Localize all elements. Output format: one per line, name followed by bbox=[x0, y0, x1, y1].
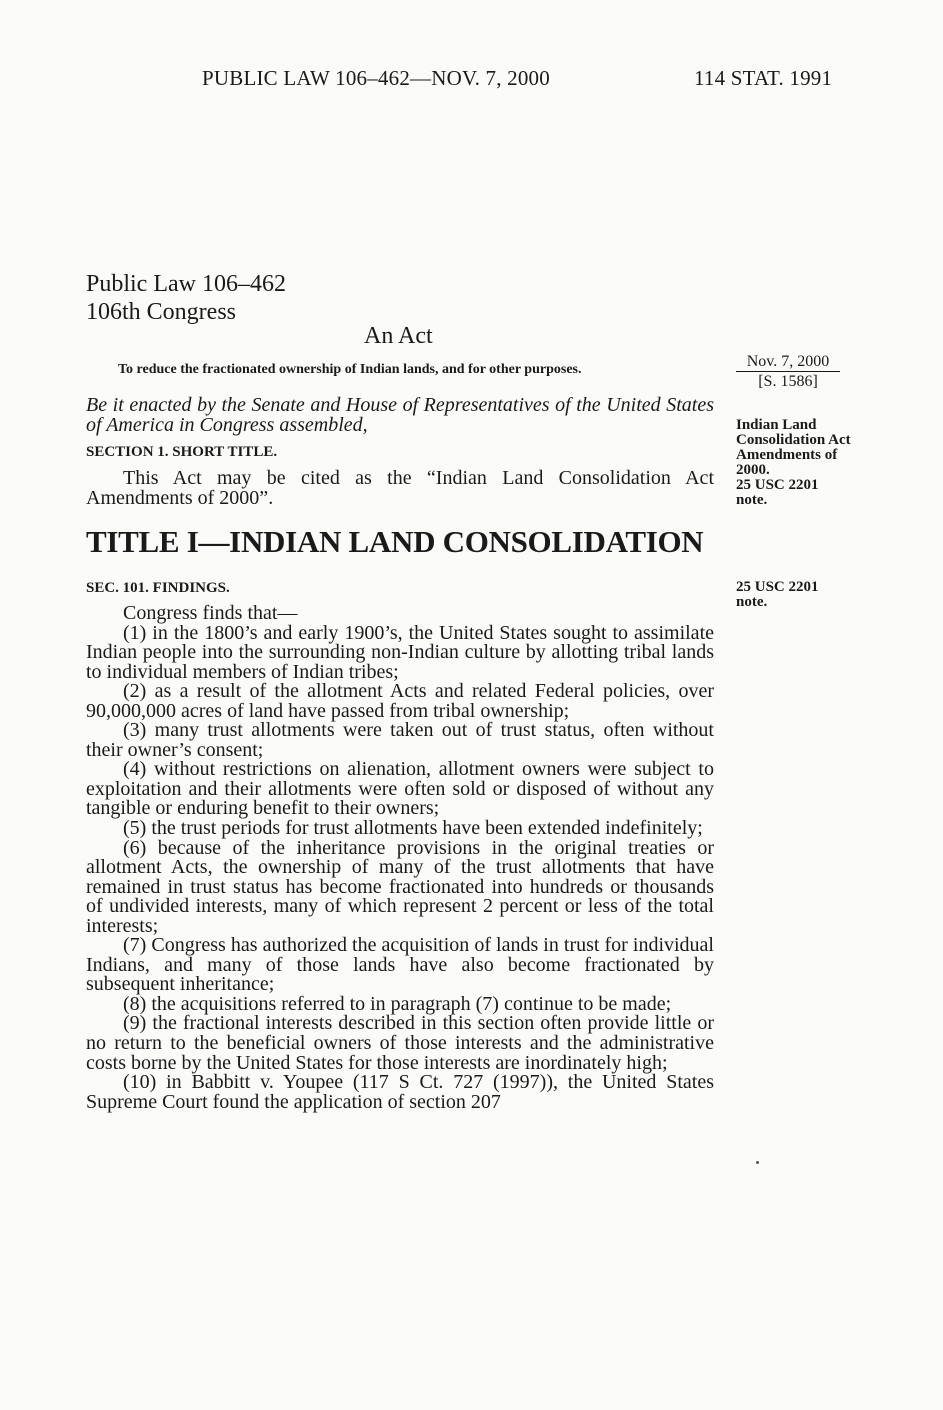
finding-paragraph: (9) the fractional interests described in this section often provide little or no return to the beneficial owners of those interests and the administrative costs borne by the United States for those interests are inordinately high; bbox=[86, 1012, 714, 1074]
finding-paragraph: (1) in the 1800’s and early 1900’s, the United States sought to assimilate Indian people into the surrounding non-Indian culture by allotting tribal lands to individual members of Indian tribes; bbox=[86, 621, 714, 683]
margin-note-short-title bbox=[736, 418, 876, 508]
finding-paragraph: (8) the acquisitions referred to in paragraph (7) continue to be made; bbox=[123, 992, 672, 1015]
margin-note-line: Indian Land bbox=[736, 417, 817, 433]
finding-paragraph: (10) in Babbitt v. Youpee (117 S Ct. 727 (1997)), the United States Supreme Court found the application of section 207 bbox=[86, 1071, 714, 1113]
margin-note-line: note. bbox=[736, 594, 768, 610]
finding-paragraph: (3) many trust allotments were taken out of trust status, often without their owner’s consent; bbox=[86, 719, 714, 761]
finding-paragraph: (2) as a result of the allotment Acts and related Federal policies, over 90,000,000 acres of land have passed from tribal ownership; bbox=[86, 680, 714, 722]
margin-note-line: 25 USC 2201 bbox=[736, 477, 819, 493]
finding-paragraph: (6) because of the inheritance provisions in the original treaties or allotment Acts, the ownership of many of the trust allotments that have remained in trust status has become fractionated into hundreds or thousands of undivided interests, many of which represent 2 percent or less of the total interests; bbox=[86, 836, 714, 937]
section-1-heading: SECTION 1. SHORT TITLE. bbox=[86, 444, 278, 460]
margin-note-line: 2000. bbox=[736, 462, 770, 478]
enacting-clause: Be it enacted by the Senate and House of Representatives of the United States of America in Congress assembled, bbox=[86, 394, 714, 436]
running-header-page: 114 STAT. 1991 bbox=[694, 66, 833, 90]
margin-note-line: Consolidation Act bbox=[736, 432, 851, 448]
congress-number: 106th Congress bbox=[86, 299, 236, 325]
public-law-number: Public Law 106–462 bbox=[86, 271, 286, 297]
findings-intro: Congress finds that— bbox=[123, 602, 298, 624]
margin-note-date-block bbox=[736, 352, 840, 391]
title-1-heading: TITLE I—INDIAN LAND CONSOLIDATION bbox=[86, 524, 704, 559]
scan-speck bbox=[756, 1161, 759, 1164]
act-heading: An Act bbox=[364, 323, 433, 349]
margin-note-date: Nov. 7, 2000 bbox=[746, 353, 830, 370]
margin-note-bill-number: [S. 1586] bbox=[736, 371, 840, 391]
margin-note-line: note. bbox=[736, 492, 768, 508]
finding-paragraph: (7) Congress has authorized the acquisition of lands in trust for individual Indians, and many of those lands have also become fractionated by subsequent inheritance; bbox=[86, 934, 714, 996]
margin-note-line: Amendments of bbox=[736, 447, 838, 463]
finding-paragraph: (5) the trust periods for trust allotments have been extended indefinitely; bbox=[123, 817, 703, 840]
findings-body bbox=[86, 604, 714, 1112]
margin-note-line: 25 USC 2201 bbox=[736, 579, 819, 595]
section-1-text: This Act may be cited as the “Indian Land Consolidation Act Amendments of 2000”. bbox=[86, 467, 714, 509]
section-101-heading: SEC. 101. FINDINGS. bbox=[86, 580, 230, 596]
finding-paragraph: (4) without restrictions on alienation, allotment owners were subject to exploitation and their allotments were often sold or disposed of without any tangible or enduring benefit to their owners; bbox=[86, 758, 714, 820]
margin-note-findings bbox=[736, 580, 836, 610]
running-header-left: PUBLIC LAW 106–462—NOV. 7, 2000 bbox=[202, 66, 550, 90]
act-purpose: To reduce the fractionated ownership of Indian lands, and for other purposes. bbox=[118, 362, 582, 377]
